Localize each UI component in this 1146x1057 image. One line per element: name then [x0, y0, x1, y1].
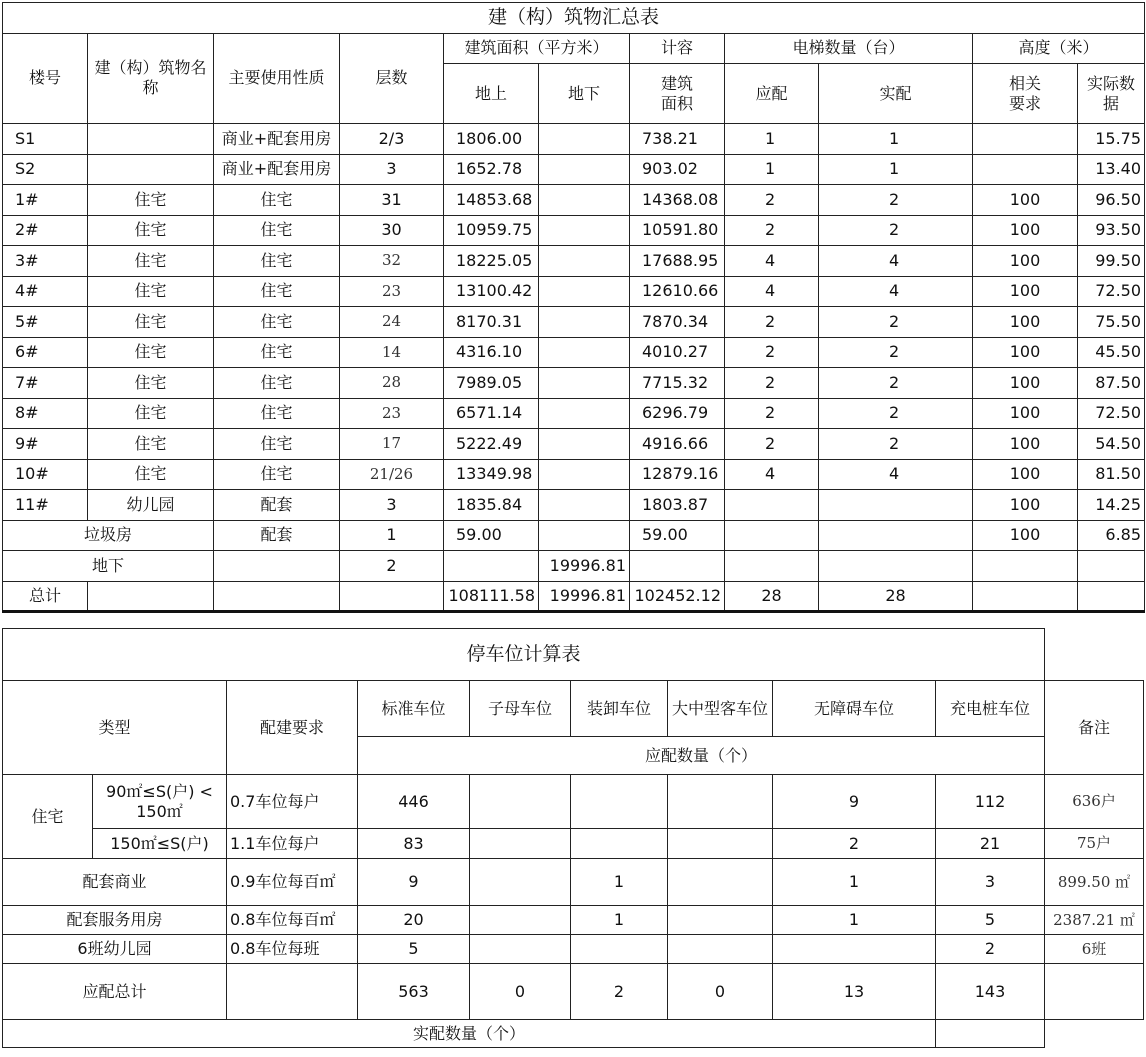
- building-row: [3, 307, 1145, 338]
- header-below: 地下: [539, 64, 630, 124]
- above-ground-area-cell: 18225.05: [444, 246, 539, 277]
- elevator-required-cell: 2: [725, 185, 819, 216]
- building-row: [3, 459, 1145, 490]
- floors-cell: 30: [340, 215, 444, 246]
- charging-cell: 21: [936, 829, 1045, 859]
- height-actual-cell: 75.50: [1078, 307, 1145, 338]
- bus-cell: [668, 935, 773, 964]
- height-required-cell: 100: [973, 185, 1078, 216]
- header-name: 建（构）筑物名称: [88, 33, 214, 124]
- elevator-required-cell: 1: [725, 124, 819, 155]
- elevator-required-cell: 2: [725, 368, 819, 399]
- above-ground-area-cell: 1806.00: [444, 124, 539, 155]
- building-no-cell: 4#: [3, 276, 88, 307]
- far-area-cell: 12610.66: [630, 276, 725, 307]
- height-actual-cell: 96.50: [1078, 185, 1145, 216]
- elevator-actual-cell: 2: [819, 307, 973, 338]
- usage-cell: 商业+配套用房: [214, 154, 340, 185]
- elevator-required-cell: 2: [725, 429, 819, 460]
- elevator-actual-cell: 4: [819, 246, 973, 277]
- usage-cell: 住宅: [214, 459, 340, 490]
- elevator-required-cell: 2: [725, 337, 819, 368]
- remark-cell: 899.50 ㎡: [1045, 859, 1144, 906]
- building-name-cell: 幼儿园: [88, 490, 214, 521]
- garbage-height-act: 6.85: [1078, 520, 1145, 551]
- requirement-cell: 0.8车位每百㎡: [227, 906, 358, 935]
- building-row: [3, 490, 1145, 521]
- building-name-cell: [88, 154, 214, 185]
- elevator-required-cell: 4: [725, 276, 819, 307]
- header-elev-required: 应配: [725, 64, 819, 124]
- usage-cell: 住宅: [214, 368, 340, 399]
- above-ground-area-cell: 13100.42: [444, 276, 539, 307]
- above-ground-area-cell: 14853.68: [444, 185, 539, 216]
- header-bus: 大中型客车位: [668, 681, 773, 737]
- bus-cell: [668, 906, 773, 935]
- garbage-name: 垃圾房: [3, 520, 214, 551]
- building-table-title: 建（构）筑物汇总表: [3, 3, 1145, 34]
- elevator-required-cell: 4: [725, 246, 819, 277]
- building-row: [3, 215, 1145, 246]
- elevator-actual-cell: 2: [819, 215, 973, 246]
- height-required-cell: [973, 124, 1078, 155]
- far-area-cell: 12879.16: [630, 459, 725, 490]
- height-required-cell: 100: [973, 429, 1078, 460]
- floors-cell: 32: [340, 246, 444, 277]
- mother-child-cell: [470, 829, 571, 859]
- below-ground-area-cell: [539, 154, 630, 185]
- charging-cell: 112: [936, 775, 1045, 829]
- above-ground-area-cell: 5222.49: [444, 429, 539, 460]
- building-no-cell: 6#: [3, 337, 88, 368]
- elevator-actual-cell: 2: [819, 398, 973, 429]
- building-row: [3, 429, 1145, 460]
- height-actual-cell: 87.50: [1078, 368, 1145, 399]
- far-area-cell: 10591.80: [630, 215, 725, 246]
- total-far: 102452.12: [630, 581, 725, 612]
- below-ground-area-cell: [539, 337, 630, 368]
- above-ground-area-cell: 1652.78: [444, 154, 539, 185]
- floors-cell: 17: [340, 429, 444, 460]
- garbage-height-req: 100: [973, 520, 1078, 551]
- required-total-bus: 0: [668, 964, 773, 1020]
- elevator-required-cell: [725, 490, 819, 521]
- building-name-cell: [88, 124, 214, 155]
- mother-child-cell: [470, 935, 571, 964]
- accessible-cell: [773, 935, 936, 964]
- usage-cell: 住宅: [214, 246, 340, 277]
- elevator-actual-cell: 2: [819, 368, 973, 399]
- far-area-cell: 14368.08: [630, 185, 725, 216]
- height-required-cell: 100: [973, 337, 1078, 368]
- mother-child-cell: [470, 906, 571, 935]
- height-required-cell: 100: [973, 459, 1078, 490]
- header-mother-child: 子母车位: [470, 681, 571, 737]
- below-ground-area-cell: [539, 276, 630, 307]
- header-required-qty: 应配数量（个）: [358, 737, 1045, 775]
- residential-label: 住宅: [3, 775, 93, 859]
- below-ground-area-cell: [539, 368, 630, 399]
- below-ground-area-cell: [539, 185, 630, 216]
- header-loading: 装卸车位: [571, 681, 668, 737]
- above-ground-area-cell: 6571.14: [444, 398, 539, 429]
- building-no-cell: 1#: [3, 185, 88, 216]
- header-remarks: 备注: [1045, 681, 1144, 775]
- requirement-cell: 0.9车位每百㎡: [227, 859, 358, 906]
- usage-cell: 住宅: [214, 337, 340, 368]
- height-actual-cell: 54.50: [1078, 429, 1145, 460]
- underground-below: 19996.81: [539, 551, 630, 582]
- height-actual-cell: 72.50: [1078, 398, 1145, 429]
- requirement-cell: 1.1车位每户: [227, 829, 358, 859]
- elevator-actual-cell: 1: [819, 124, 973, 155]
- loading-cell: 1: [571, 859, 668, 906]
- accessible-cell: 1: [773, 859, 936, 906]
- building-no-cell: 9#: [3, 429, 88, 460]
- building-no-cell: 10#: [3, 459, 88, 490]
- building-no-cell: 5#: [3, 307, 88, 338]
- header-elevator-group: 电梯数量（台）: [725, 33, 973, 64]
- floors-cell: 2/3: [340, 124, 444, 155]
- above-ground-area-cell: 7989.05: [444, 368, 539, 399]
- building-name-cell: 住宅: [88, 215, 214, 246]
- elevator-required-cell: 2: [725, 307, 819, 338]
- below-ground-area-cell: [539, 490, 630, 521]
- standard-cell: 20: [358, 906, 470, 935]
- required-total-standard: 563: [358, 964, 470, 1020]
- standard-cell: 5: [358, 935, 470, 964]
- far-area-cell: 7870.34: [630, 307, 725, 338]
- usage-cell: 住宅: [214, 307, 340, 338]
- far-area-cell: 4010.27: [630, 337, 725, 368]
- header-height-group: 高度（米）: [973, 33, 1145, 64]
- standard-cell: 446: [358, 775, 470, 829]
- parking-calculation-table: [2, 628, 1144, 1048]
- header-usage: 主要使用性质: [214, 33, 340, 124]
- usage-cell: 住宅: [214, 429, 340, 460]
- building-no-cell: 8#: [3, 398, 88, 429]
- type-cell: 6班幼儿园: [3, 935, 227, 964]
- height-required-cell: 100: [973, 215, 1078, 246]
- header-far-sub: 建筑面积: [630, 64, 725, 124]
- building-name-cell: 住宅: [88, 429, 214, 460]
- loading-cell: [571, 829, 668, 859]
- below-ground-area-cell: [539, 124, 630, 155]
- bus-cell: [668, 859, 773, 906]
- building-row: [3, 185, 1145, 216]
- far-area-cell: 4916.66: [630, 429, 725, 460]
- floors-cell: 23: [340, 398, 444, 429]
- floors-cell: 3: [340, 490, 444, 521]
- header-height-actual: 实际数据: [1078, 64, 1145, 124]
- building-summary-table: [2, 2, 1145, 613]
- below-ground-area-cell: [539, 429, 630, 460]
- building-no-cell: 2#: [3, 215, 88, 246]
- elevator-actual-cell: 1: [819, 154, 973, 185]
- height-actual-cell: 13.40: [1078, 154, 1145, 185]
- height-actual-cell: 81.50: [1078, 459, 1145, 490]
- building-name-cell: 住宅: [88, 307, 214, 338]
- charging-cell: 3: [936, 859, 1045, 906]
- underground-name: 地下: [3, 551, 214, 582]
- required-total-req: [227, 964, 358, 1020]
- required-total-mother-child: 0: [470, 964, 571, 1020]
- height-required-cell: 100: [973, 368, 1078, 399]
- usage-cell: 商业+配套用房: [214, 124, 340, 155]
- header-area-group: 建筑面积（平方米）: [444, 33, 630, 64]
- garbage-usage: 配套: [214, 520, 340, 551]
- remark-cell: 2387.21 ㎡: [1045, 906, 1144, 935]
- mother-child-cell: [470, 859, 571, 906]
- floors-cell: 28: [340, 368, 444, 399]
- elevator-actual-cell: [819, 490, 973, 521]
- loading-cell: [571, 935, 668, 964]
- usage-cell: 住宅: [214, 276, 340, 307]
- loading-cell: 1: [571, 906, 668, 935]
- building-name-cell: 住宅: [88, 276, 214, 307]
- elevator-required-cell: 2: [725, 215, 819, 246]
- above-ground-area-cell: 10959.75: [444, 215, 539, 246]
- far-area-cell: 7715.32: [630, 368, 725, 399]
- charging-cell: 2: [936, 935, 1045, 964]
- below-ground-area-cell: [539, 215, 630, 246]
- header-building-no: 楼号: [3, 33, 88, 124]
- building-row: [3, 276, 1145, 307]
- required-total-remark: [1045, 964, 1144, 1020]
- total-above: 108111.58: [444, 581, 539, 612]
- parking-table-title: 停车位计算表: [3, 629, 1045, 681]
- requirement-cell: 0.7车位每户: [227, 775, 358, 829]
- far-area-cell: 17688.95: [630, 246, 725, 277]
- accessible-cell: 1: [773, 906, 936, 935]
- building-row: [3, 246, 1145, 277]
- below-ground-area-cell: [539, 246, 630, 277]
- elevator-actual-cell: 2: [819, 429, 973, 460]
- usage-cell: 住宅: [214, 185, 340, 216]
- bus-cell: [668, 775, 773, 829]
- loading-cell: [571, 775, 668, 829]
- elevator-actual-cell: 2: [819, 337, 973, 368]
- accessible-cell: 9: [773, 775, 936, 829]
- height-required-cell: [973, 154, 1078, 185]
- floors-cell: 31: [340, 185, 444, 216]
- height-required-cell: 100: [973, 246, 1078, 277]
- required-total-label: 应配总计: [3, 964, 227, 1020]
- standard-cell: 83: [358, 829, 470, 859]
- remark-cell: 636户: [1045, 775, 1144, 829]
- bus-cell: [668, 829, 773, 859]
- building-no-cell: S1: [3, 124, 88, 155]
- below-ground-area-cell: [539, 459, 630, 490]
- total-below: 19996.81: [539, 581, 630, 612]
- type-cell: 150㎡≤S(户): [93, 829, 227, 859]
- header-type: 类型: [3, 681, 227, 775]
- below-ground-area-cell: [539, 307, 630, 338]
- building-name-cell: 住宅: [88, 337, 214, 368]
- height-actual-cell: 14.25: [1078, 490, 1145, 521]
- height-actual-cell: 45.50: [1078, 337, 1145, 368]
- elevator-required-cell: 4: [725, 459, 819, 490]
- far-area-cell: 738.21: [630, 124, 725, 155]
- building-no-cell: 7#: [3, 368, 88, 399]
- actual-qty-label: 实配数量（个）: [3, 1020, 936, 1048]
- elevator-required-cell: 1: [725, 154, 819, 185]
- garbage-above: 59.00: [444, 520, 539, 551]
- remark-cell: 75户: [1045, 829, 1144, 859]
- header-charging: 充电桩车位: [936, 681, 1045, 737]
- charging-cell: 5: [936, 906, 1045, 935]
- height-required-cell: 100: [973, 398, 1078, 429]
- total-elev-act: 28: [819, 581, 973, 612]
- header-above: 地上: [444, 64, 539, 124]
- building-row: [3, 154, 1145, 185]
- usage-cell: 住宅: [214, 398, 340, 429]
- garbage-far: 59.00: [630, 520, 725, 551]
- far-area-cell: 6296.79: [630, 398, 725, 429]
- below-ground-area-cell: [539, 398, 630, 429]
- floors-cell: 24: [340, 307, 444, 338]
- remark-cell: 6班: [1045, 935, 1144, 964]
- usage-cell: 配套: [214, 490, 340, 521]
- floors-cell: 14: [340, 337, 444, 368]
- height-required-cell: 100: [973, 307, 1078, 338]
- height-required-cell: 100: [973, 490, 1078, 521]
- height-actual-cell: 93.50: [1078, 215, 1145, 246]
- building-name-cell: 住宅: [88, 185, 214, 216]
- above-ground-area-cell: 1835.84: [444, 490, 539, 521]
- building-no-cell: 3#: [3, 246, 88, 277]
- accessible-cell: 2: [773, 829, 936, 859]
- header-far-group: 计容: [630, 33, 725, 64]
- building-name-cell: 住宅: [88, 246, 214, 277]
- far-area-cell: 1803.87: [630, 490, 725, 521]
- type-cell: 配套服务用房: [3, 906, 227, 935]
- floors-cell: 21/26: [340, 459, 444, 490]
- header-elev-actual: 实配: [819, 64, 973, 124]
- building-name-cell: 住宅: [88, 398, 214, 429]
- required-total-charging: 143: [936, 964, 1045, 1020]
- header-standard: 标准车位: [358, 681, 470, 737]
- total-elev-req: 28: [725, 581, 819, 612]
- mother-child-cell: [470, 775, 571, 829]
- required-total-accessible: 13: [773, 964, 936, 1020]
- building-name-cell: 住宅: [88, 459, 214, 490]
- total-label: 总计: [3, 581, 88, 612]
- building-row: [3, 398, 1145, 429]
- floors-cell: 3: [340, 154, 444, 185]
- standard-cell: 9: [358, 859, 470, 906]
- elevator-actual-cell: 4: [819, 459, 973, 490]
- elevator-actual-cell: 4: [819, 276, 973, 307]
- far-area-cell: 903.02: [630, 154, 725, 185]
- above-ground-area-cell: 8170.31: [444, 307, 539, 338]
- height-actual-cell: 99.50: [1078, 246, 1145, 277]
- type-cell: 90㎡≤S(户) < 150㎡: [93, 775, 227, 829]
- type-cell: 配套商业: [3, 859, 227, 906]
- height-actual-cell: 15.75: [1078, 124, 1145, 155]
- height-required-cell: 100: [973, 276, 1078, 307]
- height-actual-cell: 72.50: [1078, 276, 1145, 307]
- header-requirement: 配建要求: [227, 681, 358, 775]
- building-row: [3, 124, 1145, 155]
- building-no-cell: 11#: [3, 490, 88, 521]
- building-row: [3, 337, 1145, 368]
- required-total-loading: 2: [571, 964, 668, 1020]
- header-height-required: 相关要求: [973, 64, 1078, 124]
- elevator-actual-cell: 2: [819, 185, 973, 216]
- usage-cell: 住宅: [214, 215, 340, 246]
- elevator-required-cell: 2: [725, 398, 819, 429]
- above-ground-area-cell: 13349.98: [444, 459, 539, 490]
- above-ground-area-cell: 4316.10: [444, 337, 539, 368]
- building-no-cell: S2: [3, 154, 88, 185]
- building-row: [3, 368, 1145, 399]
- building-name-cell: 住宅: [88, 368, 214, 399]
- floors-cell: 23: [340, 276, 444, 307]
- underground-floors: 2: [340, 551, 444, 582]
- garbage-floors: 1: [340, 520, 444, 551]
- header-floors: 层数: [340, 33, 444, 124]
- header-accessible: 无障碍车位: [773, 681, 936, 737]
- requirement-cell: 0.8车位每班: [227, 935, 358, 964]
